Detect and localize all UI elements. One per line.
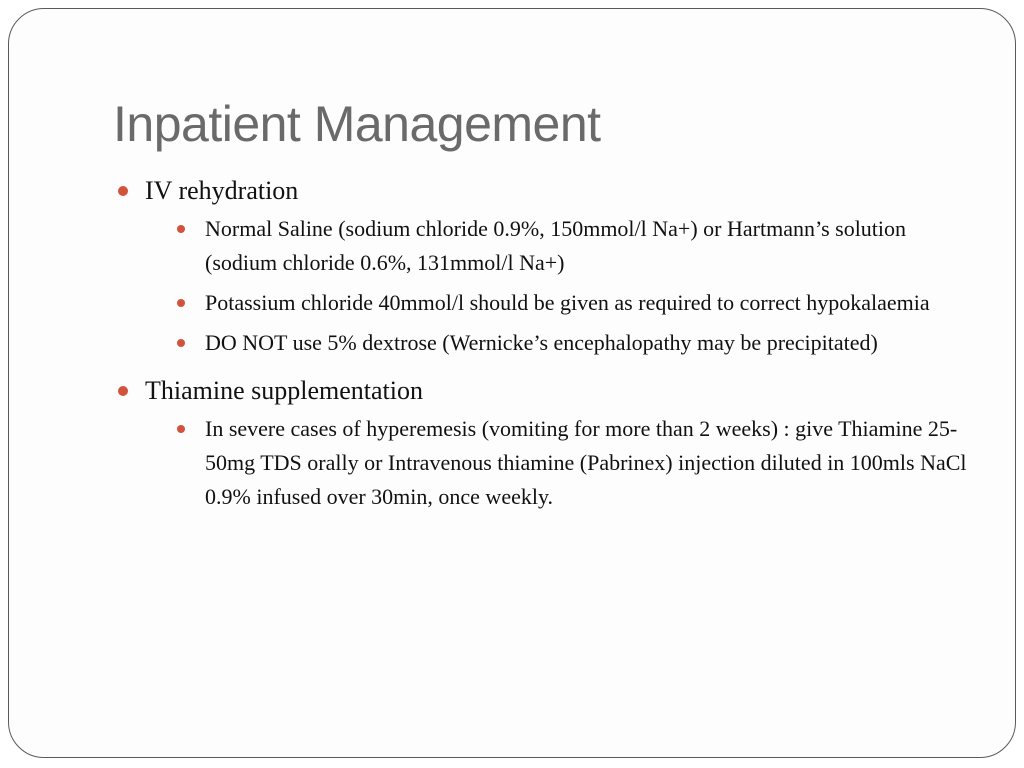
sub-bullet-item-potassium xyxy=(175,286,975,320)
bullet-icon xyxy=(118,186,128,196)
sub-bullet-text: In severe cases of hyperemesis (vomiting for more than 2 weeks) : give Thiamine 25-50mg TDS orally or Intravenous thiamine (Pabrinex) injection diluted in 100mls NaCl 0.9% infused over 30min, once weekly. xyxy=(205,416,967,509)
bullet-list xyxy=(115,174,975,514)
bullet-text: Thiamine supplementation xyxy=(145,376,423,405)
sub-bullet-list xyxy=(145,412,975,514)
sub-bullet-icon xyxy=(177,339,185,347)
sub-bullet-item-dextrose xyxy=(175,326,975,360)
sub-bullet-text: DO NOT use 5% dextrose (Wernicke’s encephalopathy may be precipitated) xyxy=(205,330,878,355)
sub-bullet-list xyxy=(145,212,975,360)
slide-content xyxy=(115,174,975,514)
sub-bullet-icon xyxy=(177,425,185,433)
sub-bullet-text: Potassium chloride 40mmol/l should be given as required to correct hypokalaemia xyxy=(205,290,930,315)
bullet-icon xyxy=(118,386,128,396)
bullet-item-thiamine xyxy=(115,374,975,514)
slide xyxy=(8,8,1016,758)
sub-bullet-text: Normal Saline (sodium chloride 0.9%, 150mmol/l Na+) or Hartmann’s solution (sodium chloride 0.6%, 131mmol/l Na+) xyxy=(205,216,907,275)
sub-bullet-icon xyxy=(177,225,185,233)
bullet-item-iv-rehydration xyxy=(115,174,975,360)
sub-bullet-icon xyxy=(177,299,185,307)
sub-bullet-item-hyperemesis xyxy=(175,412,975,514)
bullet-text: IV rehydration xyxy=(145,176,299,205)
slide-title: Inpatient Management xyxy=(113,96,601,152)
sub-bullet-item-saline xyxy=(175,212,975,280)
